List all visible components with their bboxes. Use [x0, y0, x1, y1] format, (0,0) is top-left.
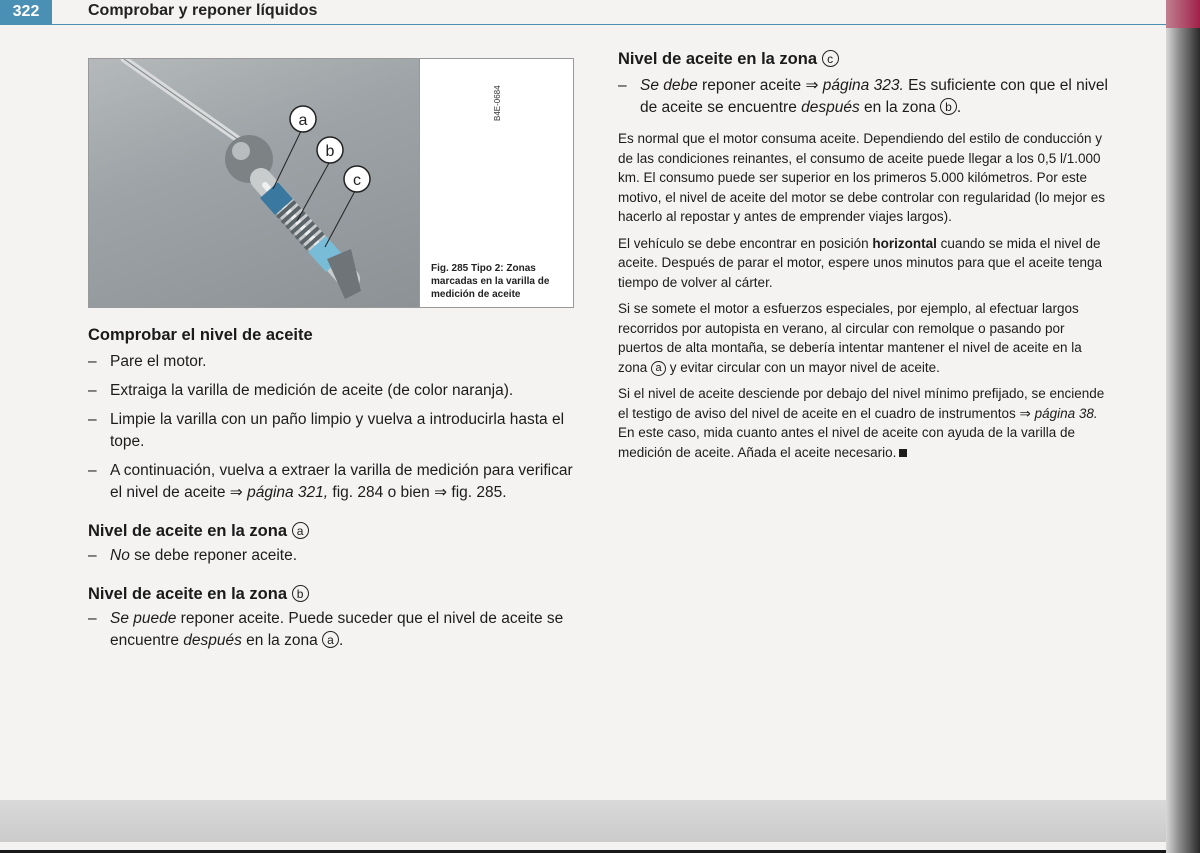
step-2: – Extraiga la varilla de medición de aceite (de color naranja).: [88, 380, 578, 402]
callout-c: [344, 166, 370, 192]
zone-c-heading-text: Nivel de aceite en la zona: [618, 50, 817, 68]
p3-text-b: y evitar circular con un mayor nivel de aceite.: [666, 359, 940, 375]
zone-b-ref-symbol: a: [322, 631, 339, 648]
zone-a-em: No: [110, 547, 130, 564]
figure-caption: Fig. 285 Tipo 2: Zonas marcadas en la varilla de medición de aceite: [431, 263, 550, 300]
step-4-text-a: A continuación, vuelva a extraer la varilla de medición para verificar el nivel de aceite ⇒: [110, 462, 573, 501]
zone-c-em: Se debe: [640, 77, 698, 94]
horizontal-paragraph: [618, 234, 1108, 293]
right-column: [618, 50, 1108, 462]
consumption-paragraph: Es normal que el motor consuma aceite. Dependiendo del estilo de conducción y de las condiciones reinantes, el consumo de aceite puede llegar a los 0,5 l/1.000 km. El consumo puede ser superior en los primeros 5.000 kilómetros. Por este motivo, el nivel de aceite del motor se debe controlar con regularidad (lo mejor es hacerlo al repostar y antes de emprender viajes largos).: [618, 131, 1106, 224]
callout-b: [317, 137, 343, 163]
dipstick-illustration: [89, 59, 420, 307]
step-4-text-b: fig. 284 o bien ⇒ fig. 285.: [328, 484, 507, 501]
figure-code: B4E-0684: [493, 85, 502, 121]
page-edge-shadow: [1166, 0, 1200, 853]
zone-c-instruction: [618, 75, 1108, 119]
header-rule: [0, 24, 1166, 25]
zone-a-symbol: a: [292, 522, 309, 539]
p4-ref: página 38.: [1034, 405, 1098, 421]
p3-text-a: Si se somete el motor a esfuerzos especiales, por ejemplo, al efectuar largos recorridos por autopista en verano, al circular con remolque o pasando por puertos de alta montaña, se debería intentar mantener el nivel de aceite en la zona: [618, 301, 1082, 375]
figure-285: [88, 58, 574, 308]
callout-a: [290, 106, 316, 132]
check-heading: Comprobar el nivel de aceite: [88, 326, 313, 344]
zone-a-heading: [88, 522, 578, 541]
p2-text-b: cuando se mida el nivel de aceite. Después de parar el motor, espere unos minutos para que el aceite tenga tiempo de volver al cárter.: [618, 235, 1103, 290]
zone-c-em-2: después: [801, 99, 860, 116]
page-corner-tab: [1166, 0, 1200, 28]
zone-b-em: Se puede: [110, 610, 177, 627]
zone-c-text-3: en la zona: [859, 99, 940, 116]
left-column: [88, 326, 578, 652]
zone-b-instruction: [88, 608, 578, 652]
zone-a-heading-text: Nivel de aceite en la zona: [88, 522, 287, 540]
warning-paragraph: [618, 384, 1108, 462]
p2-text-a: El vehículo se debe encontrar en posición: [618, 235, 873, 251]
callout-c-label: c: [353, 172, 361, 189]
p3-zone-symbol: a: [651, 361, 666, 376]
end-of-section-mark: [899, 449, 907, 457]
stress-paragraph: [618, 299, 1108, 377]
zone-c-ref: página 323.: [822, 77, 904, 94]
section-title: Comprobar y reponer líquidos: [88, 2, 318, 19]
step-4-ref: página 321,: [247, 484, 329, 501]
step-1: – Pare el motor.: [88, 351, 578, 373]
zone-b-heading-text: Nivel de aceite en la zona: [88, 585, 287, 603]
zone-c-text-1: reponer aceite ⇒: [697, 77, 823, 94]
zone-c-symbol: c: [822, 50, 839, 67]
zone-b-end: .: [339, 632, 344, 649]
zone-c-ref-symbol: b: [940, 98, 957, 115]
zone-c-heading: [618, 50, 1108, 69]
dipstick-drawing: [89, 59, 419, 307]
zone-a-instruction: [88, 545, 578, 567]
footer-band: [0, 800, 1166, 842]
p4-text-a: Si el nivel de aceite desciende por debajo del nivel mínimo prefijado, se enciende el testigo de aviso del nivel de aceite en el cuadro de instrumentos ⇒: [618, 386, 1105, 421]
zone-a-band: [269, 190, 284, 207]
page-number: 322: [0, 0, 52, 24]
step-3: – Limpie la varilla con un paño limpio y vuelva a introducirla hasta el tope.: [88, 409, 578, 453]
zone-b-text-2: en la zona: [241, 632, 323, 649]
p2-bold: horizontal: [872, 235, 937, 251]
zone-b-symbol: b: [292, 585, 309, 602]
zone-b-text-1: reponer aceite. Puede suceder que el nivel de aceite se encuentre: [110, 610, 564, 649]
zone-a-text: se debe reponer aceite.: [129, 547, 297, 564]
callout-a-label: a: [298, 112, 308, 129]
zone-b-heading: [88, 585, 578, 604]
callout-b-label: b: [325, 143, 335, 160]
zone-c-text-2: Es suficiente con que el nivel de aceite se encuentre: [640, 77, 1108, 116]
page-header: [0, 0, 1166, 24]
zone-c-end: .: [956, 99, 962, 116]
step-4: [88, 460, 578, 504]
p4-text-b: En este caso, mida cuanto antes el nivel de aceite con ayuda de la varilla de medición de aceite. Añada el aceite necesario.: [618, 425, 1076, 460]
zone-b-em-2: después: [183, 632, 242, 649]
